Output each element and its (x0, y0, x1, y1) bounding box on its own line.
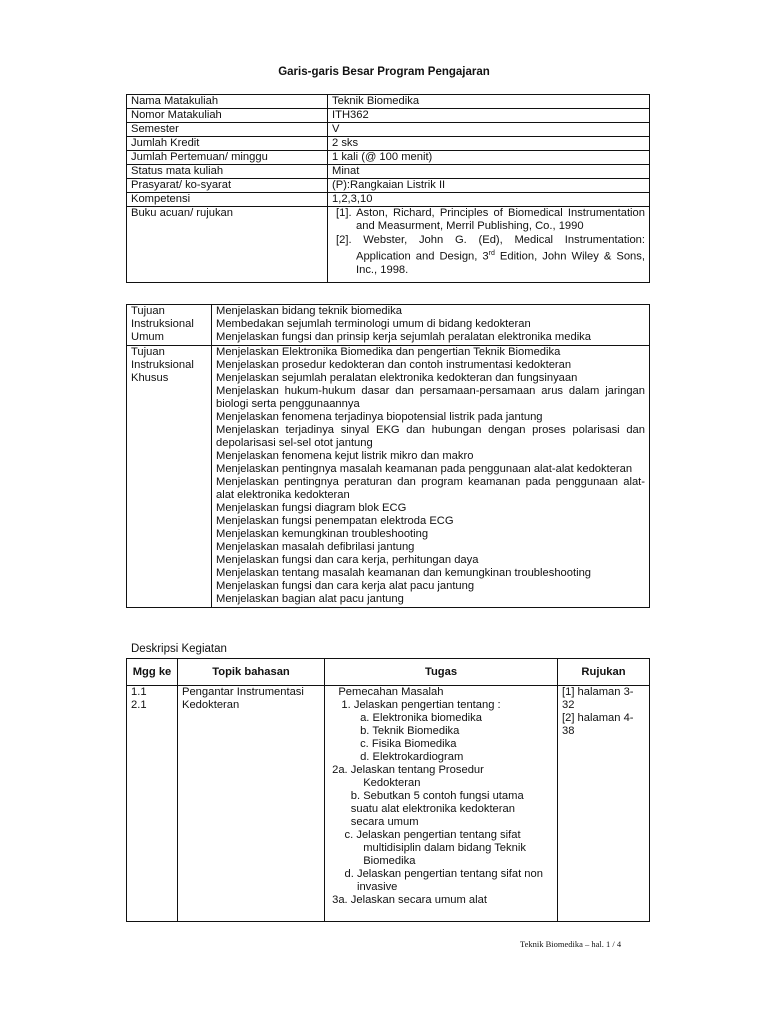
objective-item: Menjelaskan hukum-hukum dasar dan persamaan-persamaan arus dalam jaringan biologi serta penggunaannya (216, 385, 645, 410)
reference-line: [2] halaman 4- (562, 712, 634, 724)
objective-item: Menjelaskan fenomena kejut listrik mikro dan makro (216, 450, 474, 462)
reference-superscript: rd (488, 250, 495, 257)
objectives-table (126, 304, 650, 608)
objective-item: Menjelaskan bidang teknik biomedika (216, 305, 402, 317)
objective-item: Menjelaskan tentang masalah keamanan dan kemungkinan troubleshooting (216, 567, 592, 579)
tiu-row (127, 305, 650, 346)
tiu-items (212, 305, 650, 346)
refs-cell (558, 686, 650, 922)
tik-row (127, 346, 650, 608)
task-line: 2a. Jelaskan tentang Prosedur (329, 764, 484, 776)
task-line: c. Fisika Biomedika (329, 738, 457, 750)
objective-item: Menjelaskan masalah defibrilasi jantung (216, 541, 415, 553)
info-label: Kompetensi (127, 193, 328, 207)
reference-line: 32 (562, 699, 575, 711)
task-line: Biomedika (329, 855, 416, 867)
task-line: Kedokteran (329, 777, 421, 789)
task-line: secara umum (329, 816, 419, 828)
info-value: Teknik Biomedika (328, 95, 650, 109)
info-label: Jumlah Pertemuan/ minggu (127, 151, 328, 165)
objective-item: Menjelaskan pentingnya masalah keamanan pada penggunaan alat-alat kedokteran (216, 463, 633, 475)
week-cell (127, 686, 178, 922)
info-row (127, 165, 650, 179)
objective-item: Membedakan sejumlah terminologi umum di bidang kedokteran (216, 318, 531, 330)
topic-cell: Pengantar Instrumentasi Kedokteran (178, 686, 325, 922)
task-line: Pemecahan Masalah (329, 686, 444, 698)
task-line: multidisiplin dalam bidang Teknik (329, 842, 526, 854)
objective-item: Menjelaskan fenomena terjadinya biopotensial listrik pada jantung (216, 411, 543, 423)
info-row (127, 137, 650, 151)
task-line: a. Elektronika biomedika (329, 712, 482, 724)
refs-header: Rujukan (558, 659, 650, 686)
info-label: Nomor Matakuliah (127, 109, 328, 123)
objective-item: Menjelaskan fungsi penempatan elektroda ECG (216, 515, 454, 527)
info-label: Prasyarat/ ko-syarat (127, 179, 328, 193)
task-line: b. Teknik Biomedika (329, 725, 460, 737)
objective-item: Menjelaskan kemungkinan troubleshooting (216, 528, 429, 540)
objective-item: Menjelaskan sejumlah peralatan elektronika kedokteran dan fungsinyaan (216, 372, 578, 384)
task-line: 1. Jelaskan pengertian tentang : (329, 699, 501, 711)
info-label: Jumlah Kredit (127, 137, 328, 151)
tik-label: Tujuan Instruksional Khusus (127, 346, 212, 608)
objective-item: Menjelaskan terjadinya sinyal EKG dan hubungan dengan proses polarisasi dan depolarisasi sel-sel otot jantung (216, 424, 645, 449)
tasks-cell (325, 686, 558, 922)
info-row (127, 95, 650, 109)
course-info-table (126, 94, 650, 283)
task-line: d. Elektrokardiogram (329, 751, 464, 763)
references-label: Buku acuan/ rujukan (127, 207, 328, 283)
info-row (127, 179, 650, 193)
info-row (127, 123, 650, 137)
task-line: c. Jelaskan pengertian tentang sifat (329, 829, 521, 841)
task-line: suatu alat elektronika kedokteran (329, 803, 515, 815)
reference-line: 38 (562, 725, 575, 737)
objective-item: Menjelaskan fungsi dan cara kerja alat pacu jantung (216, 580, 475, 592)
objective-item: Menjelaskan Elektronika Biomedika dan pengertian Teknik Biomedika (216, 346, 561, 358)
info-value: (P):Rangkaian Listrik II (328, 179, 650, 193)
info-row (127, 109, 650, 123)
document-title: Garis-garis Besar Program Pengajaran (278, 66, 490, 78)
page-footer: Teknik Biomedika – hal. 1 / 4 (520, 939, 622, 949)
info-value: ITH362 (328, 109, 650, 123)
task-line: 3a. Jelaskan secara umum alat (329, 894, 487, 906)
tiu-label: Tujuan Instruksional Umum (127, 305, 212, 346)
week-header: Mgg ke (127, 659, 178, 686)
objective-item: Menjelaskan fungsi dan prinsip kerja sejumlah peralatan elektronika medika (216, 331, 591, 343)
objective-item: Menjelaskan prosedur kedokteran dan contoh instrumentasi kedokteran (216, 359, 572, 371)
info-label: Status mata kuliah (127, 165, 328, 179)
activity-section-label: Deskripsi Kegiatan (131, 643, 227, 655)
reference-line: [1] halaman 3- (562, 686, 634, 698)
objective-item: Menjelaskan fungsi diagram blok ECG (216, 502, 407, 514)
activity-row (127, 686, 650, 922)
info-label: Nama Matakuliah (127, 95, 328, 109)
reference-item: [1]. Aston, Richard, Principles of Biomedical Instrumentation and Measurment, Merril Publishing, Co., 1990 (336, 207, 645, 232)
task-line: b. Sebutkan 5 contoh fungsi utama (329, 790, 524, 802)
info-value: 1,2,3,10 (328, 193, 650, 207)
week-number: 2.1 (131, 699, 147, 711)
activity-table (126, 658, 650, 922)
info-value: 1 kali (@ 100 menit) (328, 151, 650, 165)
activity-header-row (127, 659, 650, 686)
reference-item (336, 234, 645, 277)
info-value: 2 sks (328, 137, 650, 151)
info-value: V (328, 123, 650, 137)
info-value: Minat (328, 165, 650, 179)
objective-item: Menjelaskan pentingnya peraturan dan program keamanan pada penggunaan alat-alat elektronika kedokteran (216, 476, 645, 501)
objective-item: Menjelaskan bagian alat pacu jantung (216, 593, 404, 605)
topic-header: Topik bahasan (178, 659, 325, 686)
info-row (127, 193, 650, 207)
references-row (127, 207, 650, 283)
task-line: d. Jelaskan pengertian tentang sifat non (329, 868, 543, 880)
week-number: 1.1 (131, 686, 147, 698)
reference-text: [2]. Webster, John G. (Ed), Medical Instrumentation: Application and Design, 3 (336, 234, 645, 263)
tasks-header: Tugas (325, 659, 558, 686)
info-row (127, 151, 650, 165)
task-line: invasive (329, 881, 398, 893)
reference-text: Edition, John Wiley & Sons, Inc., 1998. (356, 250, 645, 276)
objective-item: Menjelaskan fungsi dan cara kerja, perhitungan daya (216, 554, 479, 566)
references-list (328, 207, 650, 283)
tik-items (212, 346, 650, 608)
info-label: Semester (127, 123, 328, 137)
